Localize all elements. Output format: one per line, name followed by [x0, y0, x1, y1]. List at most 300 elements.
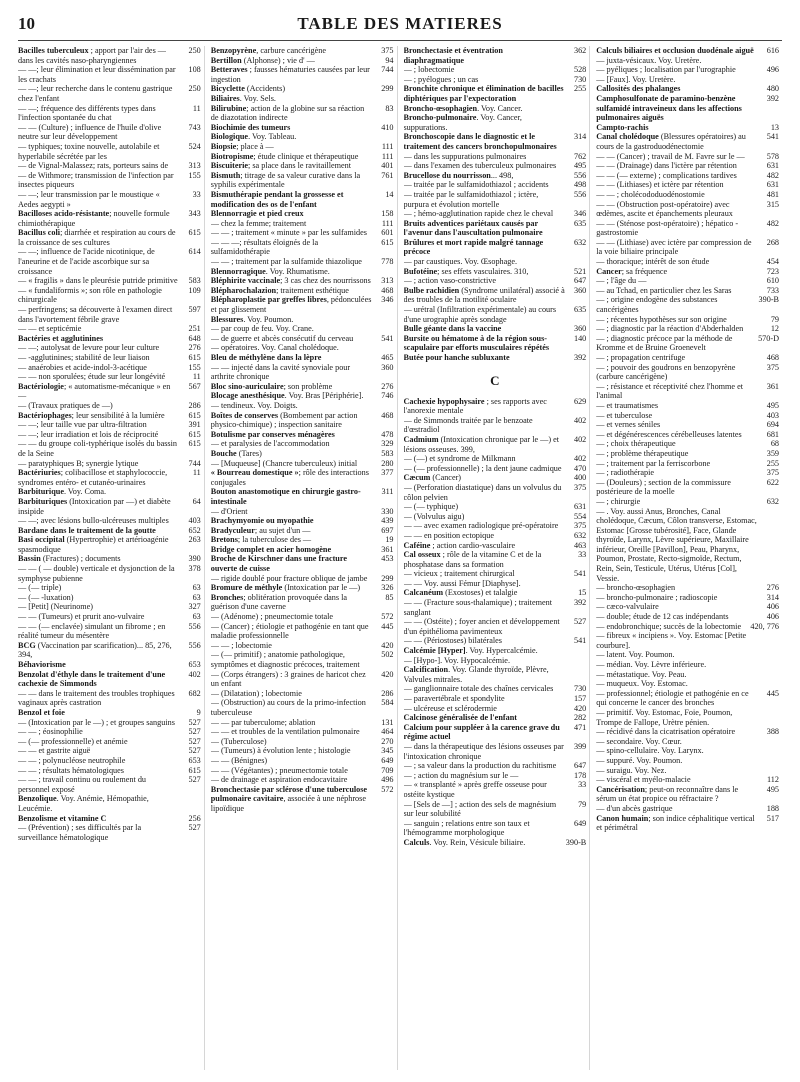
entry-term: Broncho-œsophagien. Voy. Cancer.	[403, 103, 523, 113]
index-entry	[18, 670, 201, 689]
index-entry	[211, 324, 394, 334]
entry-term: — fibreux « incipiens ». Voy. Estomac [Petite courbure].	[596, 631, 747, 650]
entry-term: Canal cholédoque (Blessures opératoires) au cours de la gastroduodénectomie	[596, 132, 746, 151]
index-entry	[211, 257, 394, 267]
entry-page-ref: 527	[188, 746, 201, 756]
entry-page-ref: 63	[192, 592, 201, 602]
index-entry	[404, 800, 587, 819]
entry-page-ref: 392	[766, 93, 779, 103]
index-entry	[211, 171, 394, 190]
index-entry	[404, 512, 587, 522]
index-entry	[211, 104, 394, 123]
entry-term: Bactériuries; colibacillose et staphylococcie, syndromes entéro- et cutanéo-urinaires	[18, 468, 168, 487]
entry-term: Blocage anesthésique. Voy. Bras [Périphérie].	[210, 391, 364, 401]
entry-page-ref: 403	[188, 516, 201, 526]
entry-page-ref: 94	[385, 55, 394, 65]
index-entry	[18, 382, 201, 401]
entry-term: Bulle géante dans la vaccine	[403, 324, 502, 334]
index-entry	[211, 228, 394, 238]
entry-term: Bulbe rachidien (Syndrome unilatéral) associé à des troubles de la motilité oculaire	[403, 285, 565, 305]
entry-term: — secondaire. Voy. Cœur.	[596, 736, 682, 746]
entry-page-ref: 615	[188, 353, 201, 362]
entry-page-ref: 528	[573, 65, 587, 75]
entry-page-ref: 63	[192, 583, 201, 593]
entry-term: — [Hypo-]. Voy. Hypocalcémie.	[403, 655, 510, 665]
index-entry	[18, 583, 201, 593]
index-entry	[596, 75, 779, 85]
entry-term: — — avec examen radiologique pré-opératoire	[403, 521, 559, 531]
entry-term: — — (Périostoses) bilatérales	[403, 636, 502, 646]
entry-term: — vicieux ; traitement chirurgical	[403, 569, 515, 579]
index-entry	[211, 612, 394, 622]
index-entry	[404, 521, 587, 531]
index-entry	[18, 554, 201, 564]
entry-term: — —; fréquence des différents types dans l'infection spontanée du chat	[18, 103, 156, 123]
entry-page-ref: 360	[573, 324, 587, 334]
entry-page-ref: 570-D	[758, 333, 779, 343]
index-entry	[18, 305, 201, 324]
index-entry	[404, 276, 587, 286]
index-entry	[18, 718, 201, 728]
entry-term: — broncho-œsophagien	[596, 583, 676, 593]
index-entry	[211, 670, 394, 689]
entry-term: — ulcéreuse et sclérodermie	[403, 703, 497, 713]
entry-page-ref: 527	[188, 736, 201, 746]
entry-page-ref: 157	[573, 694, 587, 703]
index-entry	[596, 439, 779, 449]
index-entry	[404, 656, 587, 666]
index-entry	[596, 65, 779, 75]
entry-page-ref: 733	[766, 285, 779, 295]
entry-page-ref: 11	[192, 372, 201, 382]
entry-page-ref: 111	[381, 151, 394, 161]
index-entry	[404, 353, 587, 363]
index-entry	[18, 324, 201, 334]
entry-term: — (— professionnelle) et anémie	[18, 736, 128, 746]
index-entry	[211, 411, 394, 430]
index-entry	[18, 823, 201, 842]
entry-page-ref: 601	[381, 228, 394, 238]
index-entry	[596, 468, 779, 478]
entry-term: Calcium pour suppléer à la carence grave du régime actuel	[403, 722, 560, 742]
entry-page-ref: 255	[573, 84, 587, 94]
index-column-3	[404, 46, 591, 1070]
entry-page-ref: 131	[381, 717, 394, 727]
entry-term: — — (Cancer) ; travail de M. Favre sur le —	[596, 151, 745, 161]
entry-term: — — du groupe coli-typhérique isolés du bassin de la Seine	[18, 439, 177, 458]
index-entry	[596, 583, 779, 593]
index-entry	[18, 602, 201, 612]
entry-page-ref: 682	[188, 688, 201, 698]
entry-page-ref: 286	[188, 400, 201, 410]
entry-term: — par caustiques. Voy. Œsophage.	[403, 257, 518, 267]
entry-page-ref: 392	[573, 353, 587, 362]
index-entry	[596, 507, 779, 584]
entry-term: Bronchectasie par sclérose d'une tuberculose pulmonaire cavitaire, associée à une néphrose lipoïdique	[210, 784, 368, 813]
entry-term: — — (Lithiases) et ictère par rétention	[596, 180, 724, 190]
entry-page-ref: 631	[766, 161, 779, 171]
entry-term: — — (— enclavée) simulant un fibrome ; en réalité tumeur du mésentère	[18, 621, 166, 641]
entry-term: — ; diagnostic précoce par la méthode de Kromme et de Bruine Groenevelt	[596, 333, 733, 353]
entry-page-ref: 615	[188, 429, 201, 439]
index-entry	[211, 689, 394, 699]
entry-term: — spino-cellulaire. Voy. Larynx.	[596, 746, 704, 756]
entry-page-ref: 250	[188, 84, 201, 94]
entry-term: — — ; travail continu ou roulement du personnel exposé	[18, 775, 147, 794]
index-entry	[404, 665, 587, 684]
entry-term: — et traumatismes	[596, 400, 659, 410]
index-columns	[18, 46, 782, 1070]
index-column-2	[211, 46, 398, 1070]
entry-page-ref: 635	[573, 305, 587, 315]
entry-page-ref: 112	[767, 775, 779, 785]
entry-term: Cæcum (Cancer)	[403, 473, 462, 483]
entry-page-ref: 140	[573, 333, 587, 343]
index-entry	[404, 550, 587, 569]
entry-term: Biologique. Voy. Tableau.	[210, 132, 297, 142]
entry-term: — [Faux]. Voy. Uretère.	[596, 74, 676, 84]
index-entry	[18, 708, 201, 718]
entry-page-ref: 263	[188, 535, 201, 545]
entry-term: Blépharochalazion; traitement esthétique	[210, 285, 349, 295]
index-entry	[18, 814, 201, 824]
entry-page-ref: 527	[188, 727, 201, 737]
entry-page-ref: 315	[766, 199, 779, 209]
index-entry	[404, 569, 587, 579]
index-entry	[18, 746, 201, 756]
entry-page-ref: 465	[381, 353, 394, 362]
entry-page-ref: 632	[573, 237, 587, 247]
page-number: 10	[18, 14, 35, 33]
entry-page-ref: 286	[381, 688, 394, 698]
entry-term: Bacilloses acido-résistante; nouvelle formule chimiothérapique	[18, 209, 170, 228]
entry-page-ref: 276	[188, 343, 201, 353]
index-entry	[18, 622, 201, 641]
entry-term: — muqueux. Voy. Estomac.	[596, 679, 688, 689]
entry-page-ref: 79	[578, 799, 587, 809]
index-entry	[18, 775, 201, 794]
index-entry	[18, 487, 201, 497]
index-entry	[404, 209, 587, 219]
index-entry	[211, 775, 394, 785]
entry-term: Calculs. Voy. Rein, Vésicule biliaire.	[403, 837, 526, 847]
entry-term: Butée pour hanche subluxante	[403, 353, 510, 362]
entry-page-ref: 420, 776	[750, 621, 779, 631]
index-entry	[18, 209, 201, 228]
index-entry	[211, 161, 394, 171]
index-entry	[211, 65, 394, 84]
entry-term: — et tuberculose	[596, 410, 653, 420]
index-entry	[211, 650, 394, 669]
index-entry	[596, 315, 779, 325]
entry-term: — (Obstruction) au cours de la primo-infection tuberculeuse	[210, 698, 366, 717]
entry-term: — broncho-pulmonaire ; radioscopie	[596, 592, 718, 602]
entry-page-ref: 313	[381, 276, 394, 286]
entry-term: — dans la thérapeutique des lésions osseuses par l'intoxication chronique	[403, 741, 564, 761]
entry-term: — — en position ectopique	[403, 530, 495, 540]
index-entry	[596, 459, 779, 469]
index-entry	[211, 535, 394, 545]
entry-page-ref: 360	[573, 285, 587, 295]
entry-term: — — (Drainage) dans l'ictère par rétention	[596, 161, 737, 171]
index-entry	[211, 439, 394, 449]
index-entry	[404, 684, 587, 694]
entry-term: — paratyphiques B; synergie lytique	[18, 458, 139, 468]
entry-term: — — ; traitement par la sulfamide thiazolique	[210, 257, 362, 267]
index-entry	[211, 353, 394, 363]
entry-page-ref: 111	[381, 141, 394, 151]
entry-term: Calcinose généralisée de l'enfant	[403, 713, 517, 723]
entry-term: Bufotéine; ses effets vasculaires. 310,	[403, 266, 529, 276]
index-entry	[596, 689, 779, 708]
entry-page-ref: 468	[381, 410, 394, 420]
entry-page-ref: 610	[766, 276, 779, 286]
entry-term: — par coup de feu. Voy. Crane.	[210, 324, 314, 334]
entry-term: Bronchectasie et éventration diaphragmatique	[403, 46, 503, 65]
entry-page-ref: 85	[385, 592, 394, 602]
entry-term: Benzopyrène, carbure cancérigène	[210, 46, 327, 55]
entry-term: — (Prévention) ; ses difficultés par la surveillance hématologique	[18, 823, 142, 842]
index-entry	[211, 123, 394, 133]
index-entry	[18, 564, 201, 583]
entry-term: — ; l'âge du —	[596, 276, 647, 286]
entry-term: — — non sporulées; étude sur leur longévité	[18, 372, 166, 382]
index-entry	[596, 612, 779, 622]
index-entry	[596, 497, 779, 507]
entry-term: — — injecté dans la cavité synoviale pour arthrite chronique	[210, 362, 351, 382]
entry-page-ref: 694	[766, 420, 779, 430]
entry-page-ref: 445	[766, 688, 779, 698]
entry-page-ref: 12	[770, 324, 779, 334]
index-entry	[18, 334, 201, 344]
index-entry	[404, 704, 587, 714]
entry-term: Blépharoplastie par greffes libres, pédonculées et par glissement	[210, 295, 372, 315]
entry-term: — traitée par le sulfamidothiazol ; ictère, purpura et évolution mortelle	[403, 189, 539, 209]
entry-term: Broncho-pulmonaire. Voy. Cancer, suppurations.	[403, 113, 522, 132]
index-entry	[404, 464, 587, 474]
index-entry	[404, 819, 587, 838]
entry-term: Canon humain; son indice céphalitique vertical et périmétral	[596, 813, 755, 833]
entry-page-ref: 521	[573, 266, 587, 276]
index-entry	[596, 593, 779, 603]
index-entry	[18, 497, 201, 516]
entry-page-ref: 556	[573, 189, 587, 199]
entry-term: — — (Ostéite) ; foyer ancien et développement d'un épithélioma pavimenteux	[403, 617, 560, 636]
index-entry	[596, 257, 779, 267]
entry-term: — — et septicémie	[18, 324, 82, 334]
page-header	[18, 14, 782, 38]
index-entry	[404, 771, 587, 781]
entry-term: — (Travaux pratiques de —)	[18, 400, 113, 410]
index-entry	[596, 602, 779, 612]
entry-page-ref: 68	[770, 439, 779, 449]
entry-page-ref: 359	[766, 448, 779, 458]
index-entry	[404, 104, 587, 114]
index-entry	[596, 190, 779, 200]
entry-term: — urétral (Infiltration expérimentale) au cours d'une urographie après sondage	[403, 305, 557, 324]
entry-term: — [Sels de —] ; action des sels de magnésium sur leur solubilité	[403, 799, 557, 819]
entry-page-ref: 410	[381, 122, 394, 132]
entry-term: Biscuiterie; sa place dans le ravitaillement	[210, 161, 352, 171]
entry-page-ref: 346	[381, 295, 394, 305]
index-entry	[404, 838, 587, 848]
entry-page-ref: 377	[381, 468, 394, 478]
index-entry	[18, 459, 201, 469]
entry-term: — — ; polynucléose neutrophile	[18, 755, 126, 765]
index-entry	[211, 526, 394, 536]
index-entry	[18, 161, 201, 171]
entry-term: Calculs biliaires et occlusion duodénale aiguë	[596, 46, 754, 55]
entry-term: — ; lobectomie	[403, 65, 455, 75]
index-entry	[18, 737, 201, 747]
entry-page-ref: 390-B	[565, 837, 587, 847]
entry-page-ref: 572	[381, 784, 394, 794]
index-entry	[596, 123, 779, 133]
entry-term: Bouton anastomotique en chirurgie gastro-intestinale	[210, 487, 361, 506]
entry-term: — —; leur transmission par le moustique « Aedes aegypti »	[18, 189, 160, 209]
entry-page-ref: 445	[381, 621, 394, 631]
entry-page-ref: 453	[381, 554, 394, 564]
entry-term: — « transplanté » après greffe osseuse pour ostéite kystique	[403, 780, 547, 799]
entry-page-ref: 375	[573, 521, 587, 531]
entry-term: — — (Bénignes)	[210, 755, 268, 765]
entry-term: — de Vignal-Malassez; rats, porteurs sains de	[18, 161, 169, 171]
index-entry	[18, 794, 201, 813]
entry-page-ref: 270	[381, 736, 394, 746]
index-entry	[18, 468, 201, 487]
index-entry	[18, 727, 201, 737]
entry-term: Caféine ; action cardio-vasculaire	[403, 540, 516, 550]
entry-page-ref: 482	[766, 218, 779, 228]
index-entry	[404, 84, 587, 103]
index-entry	[596, 267, 779, 277]
entry-page-ref: 401	[381, 161, 394, 171]
entry-page-ref: 567	[188, 381, 201, 391]
entry-page-ref: 470	[573, 463, 587, 473]
entry-page-ref: 649	[573, 818, 587, 828]
entry-term: Benzol et foie	[18, 707, 65, 717]
index-entry	[596, 449, 779, 459]
entry-page-ref: 554	[573, 511, 587, 521]
entry-page-ref: 276	[766, 583, 779, 593]
index-entry	[404, 502, 587, 512]
index-entry	[211, 209, 394, 219]
entry-page-ref: 495	[766, 400, 779, 410]
index-entry	[404, 723, 587, 742]
entry-term: — sanguin ; relations entre son taux et l'hémogramme morphologique	[403, 818, 530, 838]
index-entry	[596, 56, 779, 66]
index-entry	[404, 257, 587, 267]
index-entry	[211, 641, 394, 651]
index-entry	[211, 756, 394, 766]
index-entry	[211, 56, 394, 66]
entry-page-ref: 362	[573, 46, 587, 55]
entry-page-ref: 541	[766, 132, 779, 142]
entry-term: — —; leur élimination et leur dissémination par les crachats	[18, 65, 176, 84]
entry-page-ref: 361	[381, 544, 394, 554]
index-entry	[404, 416, 587, 435]
entry-page-ref: 614	[188, 247, 201, 257]
entry-term: — ; action du magnésium sur le —	[403, 770, 519, 780]
entry-term: — primitif. Voy. Estomac, Foie, Poumon, Trompe de Fallope, Urètre pénien.	[596, 707, 733, 727]
index-entry	[18, 401, 201, 411]
index-entry	[404, 780, 587, 799]
entry-term: Campto-rachis	[596, 122, 649, 132]
header-rule	[18, 40, 782, 41]
entry-page-ref: 597	[188, 305, 201, 315]
index-entry	[211, 343, 394, 353]
index-entry	[596, 670, 779, 680]
entry-page-ref: 360	[381, 362, 394, 372]
index-entry	[211, 219, 394, 229]
entry-term: — — et troubles de la ventilation pulmonaire	[210, 727, 360, 737]
entry-page-ref: 495	[766, 784, 779, 794]
index-entry	[211, 391, 394, 401]
entry-term: — d'Orient	[210, 506, 248, 516]
index-entry	[18, 171, 201, 190]
entry-term: — anaérobies et acide-indol-3-acétique	[18, 362, 147, 372]
index-entry	[211, 46, 394, 56]
entry-term: Brûlures et mort rapide malgré tannage précoce	[403, 237, 544, 257]
entry-term: — (Corps étrangers) : 3 graines de haricot chez un enfant	[210, 669, 366, 689]
entry-term: — ; radiothérapie	[596, 468, 654, 478]
entry-term: — — ; traitement « minute » par les sulfamides	[210, 228, 367, 238]
entry-page-ref: 402	[573, 454, 587, 464]
index-entry	[18, 612, 201, 622]
entry-page-ref: 632	[766, 496, 779, 506]
entry-term: Bradyculeur; au sujet d'un —	[210, 525, 311, 535]
entry-term: — (— typhique)	[403, 502, 459, 512]
entry-page-ref: 517	[766, 813, 779, 823]
entry-term: Calcémie [Hyper]. Voy. Hypercalcémie.	[403, 646, 538, 656]
entry-page-ref: 464	[381, 727, 394, 737]
index-entry	[211, 401, 394, 411]
entry-term: Botulisme par conserves ménagères	[210, 429, 335, 439]
entry-page-ref: 391	[188, 420, 201, 430]
index-entry	[404, 190, 587, 209]
index-entry	[404, 646, 587, 656]
entry-term: Brachymyomie ou myopathie	[210, 516, 314, 526]
entry-page-ref: 343	[188, 209, 201, 219]
index-entry	[404, 334, 587, 353]
entry-term: Calcification. Voy. Glande thyroïde, Plèvre, Valvules mitrales.	[403, 665, 549, 684]
index-entry	[404, 713, 587, 723]
entry-page-ref: 527	[188, 717, 201, 727]
index-entry	[211, 468, 394, 487]
entry-term: Calcanéum (Exostoses) et talalgie	[403, 588, 518, 598]
entry-term: — de drainage et aspiration endocavitaire	[210, 775, 348, 785]
index-entry	[18, 142, 201, 161]
index-entry	[404, 180, 587, 190]
entry-term: — (Intoxication par le —) ; et groupes sanguins	[18, 717, 175, 727]
index-entry	[211, 622, 394, 641]
entry-term: — — ; résultats hématologiques	[18, 765, 124, 775]
entry-term: Bactériophages; leur sensibilité à la lumière	[18, 410, 165, 420]
entry-term: — —; influence de l'acide nicotinique, de l'aneurine et de l'acide ascorbique sur sa croissance	[18, 247, 155, 276]
entry-term: Bouche (Tares)	[210, 448, 262, 458]
index-entry	[211, 382, 394, 392]
index-entry	[404, 579, 587, 589]
entry-term: — (—) et syndrome de Milkmann	[403, 454, 516, 464]
entry-page-ref: 33	[192, 189, 201, 199]
entry-page-ref: 527	[573, 617, 587, 627]
index-entry	[211, 554, 394, 573]
index-entry	[596, 420, 779, 430]
section-letter: C	[490, 372, 500, 388]
entry-page-ref: 375	[766, 468, 779, 478]
entry-page-ref: 481	[766, 189, 779, 199]
entry-page-ref: 402	[188, 669, 201, 679]
